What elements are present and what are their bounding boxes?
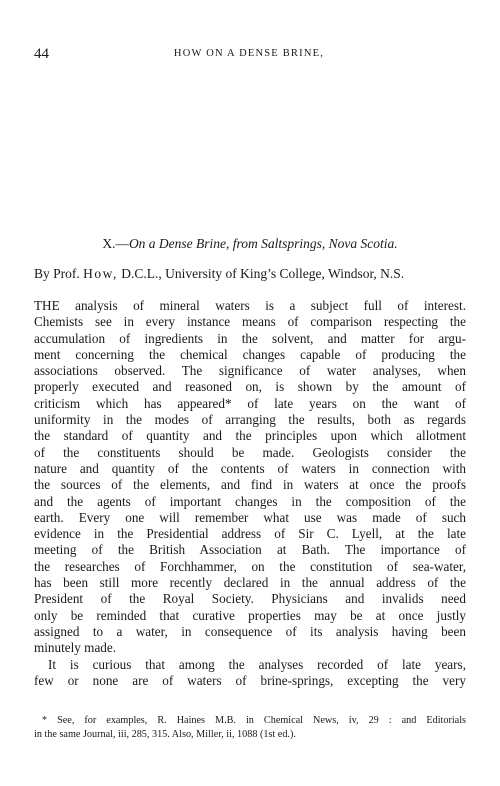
body-text: [34, 298, 466, 689]
body-line: nature and quantity of the contents of waters in connection with: [34, 460, 466, 476]
byline-prefix: By Prof.: [34, 266, 80, 281]
page-number: 44: [34, 46, 49, 62]
body-line: uniformity in the modes of arranging the results, both as regards: [34, 412, 466, 428]
article-number: X.—: [102, 236, 129, 251]
byline-affiliation: D.C.L., University of King’s College, Windsor, N.S.: [121, 266, 405, 281]
body-line: THE analysis of mineral waters is a subject full of interest.: [34, 298, 466, 313]
footnote-line: * See, for examples, R. Haines M.B. in Chemical News, iv, 29 : and Editorials: [42, 715, 466, 726]
body-line: the researches of Forchhammer, on the constitution of sea-water,: [34, 558, 466, 574]
body-line: earth. Every one will remember what use was made of such: [34, 509, 466, 525]
body-line: of the constituents should be made. Geologists consider the: [34, 444, 466, 460]
body-line: and the agents of important changes in the composition of the: [34, 493, 466, 509]
body-line: assigned to a water, in consequence of its analysis having been: [34, 623, 466, 639]
body-line: President of the Royal Society. Physicians and invalids need: [34, 591, 466, 607]
article-title-text: On a Dense Brine, from Saltsprings, Nova Scotia.: [128, 236, 398, 251]
body-line: has been still more recently declared in the annual address of the: [34, 575, 466, 591]
body-line: evidence in the Presidential address of Sir C. Lyell, at the late: [34, 526, 466, 542]
body-line: only be reminded that curative properties may be at once justly: [34, 607, 466, 623]
body-line: ment concerning the chemical changes capable of producing the: [34, 346, 466, 362]
body-line: accumulation of ingredients in the solvent, and matter for argu-: [34, 330, 466, 346]
body-line: meeting of the British Association at Bath. The importance of: [34, 542, 466, 558]
page-header: [34, 46, 464, 62]
byline: [34, 266, 466, 282]
body-line: the sources of the elements, and find in waters at once the proofs: [34, 477, 466, 493]
body-line: few or none are of waters of brine-springs, excepting the very: [34, 672, 466, 688]
author-name: How,: [83, 266, 118, 281]
body-line: properly executed and reasoned on, is shown by the amount of: [34, 379, 466, 395]
body-line: criticism which has appeared* of late years on the want of: [34, 395, 466, 411]
body-line: associations observed. The significance of water analyses, when: [34, 363, 466, 379]
body-line: minutely made.: [34, 640, 117, 656]
body-line: the standard of quantity and the principles upon which allotment: [34, 428, 466, 444]
body-line: Chemists see in every instance means of comparison respecting the: [34, 314, 466, 330]
body-line: It is curious that among the analyses recorded of late years,: [48, 656, 466, 672]
footnote-line: in the same Journal, iii, 285, 315. Also, Miller, ii, 1088 (1st ed.).: [34, 729, 296, 740]
running-title: HOW ON A DENSE BRINE,: [173, 48, 325, 59]
article-title: [0, 236, 500, 252]
footnotes: [34, 714, 466, 742]
